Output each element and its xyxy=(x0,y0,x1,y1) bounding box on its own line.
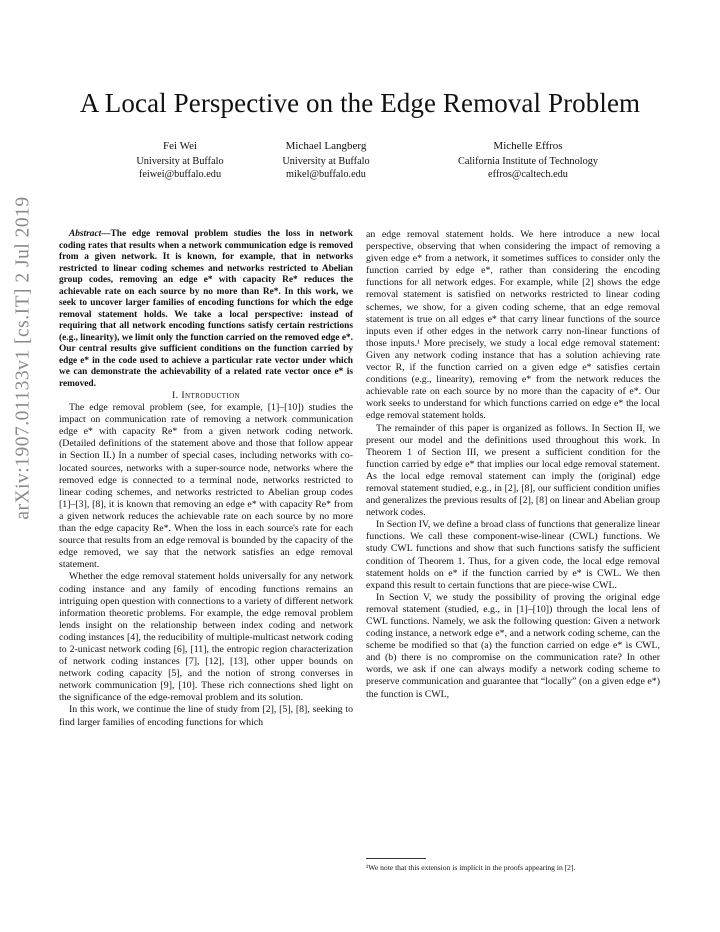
left-column xyxy=(59,229,353,729)
body-paragraph: Whether the edge removal statement holds universally for any network coding instance and any family of encoding functions remains an intriguing open question with connections to a variety of different network information theoretic problems. For example, the edge removal problem lends insight on the relationship between index coding and network coding instances [4], the reducibility of multiple-multicast network coding to 2-unicast network coding [6], [11], the entropic region characterization of network coding instances [7], [12], [13], other upper bounds on network coding capacity [5], and the notion of strong converses in network communication [9], [10]. These rich connections shed light on the significance of the edge-removal problem and its solution. xyxy=(59,571,353,704)
author-email: effros@caltech.edu xyxy=(488,169,568,180)
footnote: ¹We note that this extension is implicit in the proofs appearing in [2]. xyxy=(366,863,576,872)
arxiv-stamp xyxy=(6,48,42,668)
author-2 xyxy=(226,140,426,181)
body-paragraph: The edge removal problem (see, for example, [1]–[10]) studies the impact on communication rate of removing a network communication edge e* with capacity Re* from a given network coding network. (Detailed definitions of the statement above and those that follow appear in Section II.) In a number of special cases, including networks with co-located sources, networks with a super-source node, networks where the removed edge is connected to a terminal node, networks restricted to linear coding schemes, and networks restricted to Abelian group codes [1]–[3], [8], it is known that removing an edge e* with capacity Re* from a given network reduces the achievable rate on each source by no more than the edge capacity Re*. When the loss in each source's rate for each source that results from an edge removal is bounded by the capacity of the edge removed, we say that the network satisfies an edge removal statement. xyxy=(59,402,353,571)
arxiv-stamp-text: arXiv:1907.01133v1 [cs.IT] 2 Jul 2019 xyxy=(13,196,34,520)
author-block xyxy=(80,140,680,190)
body-paragraph: In Section IV, we define a broad class of functions that generalize linear functions. We call these component-wise-linear (CWL) functions. We study CWL functions and show that such functions satisfy the sufficient condition of Theorem 1. Thus, for a given code, the local edge removal statement holds on e* if the function carried by e* is CWL. We then expand this result to certain functions that are piece-wise CWL. xyxy=(366,519,660,591)
author-name: Fei Wei xyxy=(162,140,198,152)
section-heading: I. Introduction xyxy=(172,390,240,401)
body-paragraph: In this work, we continue the line of study from [2], [5], [8], seeking to find larger families of encoding functions for which xyxy=(59,704,353,728)
author-name: Michael Langberg xyxy=(285,140,367,152)
author-3 xyxy=(428,140,628,181)
body-paragraph: an edge removal statement holds. We here introduce a new local perspective, observing that when considering the impact of removing a given edge e* from a network, it sometimes suffices to consider only the function carried by edge e*, rather than considering the encoding functions for all network edges. For example, while [2] shows the edge removal statement is satisfied on networks restricted to linear coding schemes, we show, for a given coding scheme, that an edge removal statement is true on all edges e* that carry linear functions of the source inputs even if other edges in the network carry non-linear functions of those inputs.¹ More precisely, we study a local edge removal statement: Given any network coding instance that has a solution achieving rate vector R, if the function carried on a given edge e* satisfies certain conditions (e.g., linearity), removing e* from the network reduces the achievable rate on each source by no more than the capacity of e*. Our work seeks to understand for which functions carried on edge e* the local edge removal statement holds. xyxy=(366,229,660,422)
right-column xyxy=(366,229,660,701)
author-name: Michelle Effros xyxy=(493,140,563,152)
author-affiliation: University at Buffalo xyxy=(282,156,370,167)
body-paragraph: In Section V, we study the possibility of proving the original edge removal statement (studied, e.g., in [1]–[10]) through the local lens of CWL functions. Namely, we ask the following question: Given a network coding instance, a network edge e*, and a network coding scheme, can the scheme be modified so that (a) the function carried on edge e* is CWL, and (b) there is no compromise on the communication rate? In other words, we ask if one can always modify a network coding scheme to preserve communication and guarantee that “locally” (on a given edge e*) the function is CWL, xyxy=(366,591,660,700)
author-affiliation: California Institute of Technology xyxy=(457,156,599,167)
footnote-rule xyxy=(366,858,426,859)
abstract xyxy=(59,229,353,390)
abstract-text: —The edge removal problem studies the loss in network coding rates that results when a network communication edge is removed from a given network. It is known, for example, that in networks restricted to linear coding schemes and networks restricted to Abelian group codes, removing an edge e* with capacity Re* reduces the achievable rate on each source by no more than Re*. In this work, we seek to uncover larger families of encoding functions for which the edge removal statement holds. We take a local perspective: instead of requiring that all network encoding functions satisfy certain restrictions (e.g., linearity), we limit only the function carried on the removed edge e*. Our central results give sufficient conditions on the function carried by edge e* in the code used to achieve a particular rate vector under which we can demonstrate the achievability of a related rate vector once e* is removed. xyxy=(59,229,353,389)
body-paragraph: The remainder of this paper is organized as follows. In Section II, we present our model and the definitions used throughout this work. In Theorem 1 of Section III, we present a sufficient condition for the function carried by edge e* that implies our local edge removal statement. As the local edge removal statement can imply the (original) edge removal statement studied, e.g., in [2], [8], our sufficient condition unifies and generalizes the previous results of [2], [8] on linear and Abelian group network codes. xyxy=(366,422,660,519)
author-email: mikel@buffalo.edu xyxy=(286,169,366,180)
paper-title: A Local Perspective on the Edge Removal Problem xyxy=(79,88,641,118)
author-email: feiwei@buffalo.edu xyxy=(138,169,222,180)
abstract-label: Abstract xyxy=(69,229,102,239)
author-affiliation: University at Buffalo xyxy=(136,156,224,167)
